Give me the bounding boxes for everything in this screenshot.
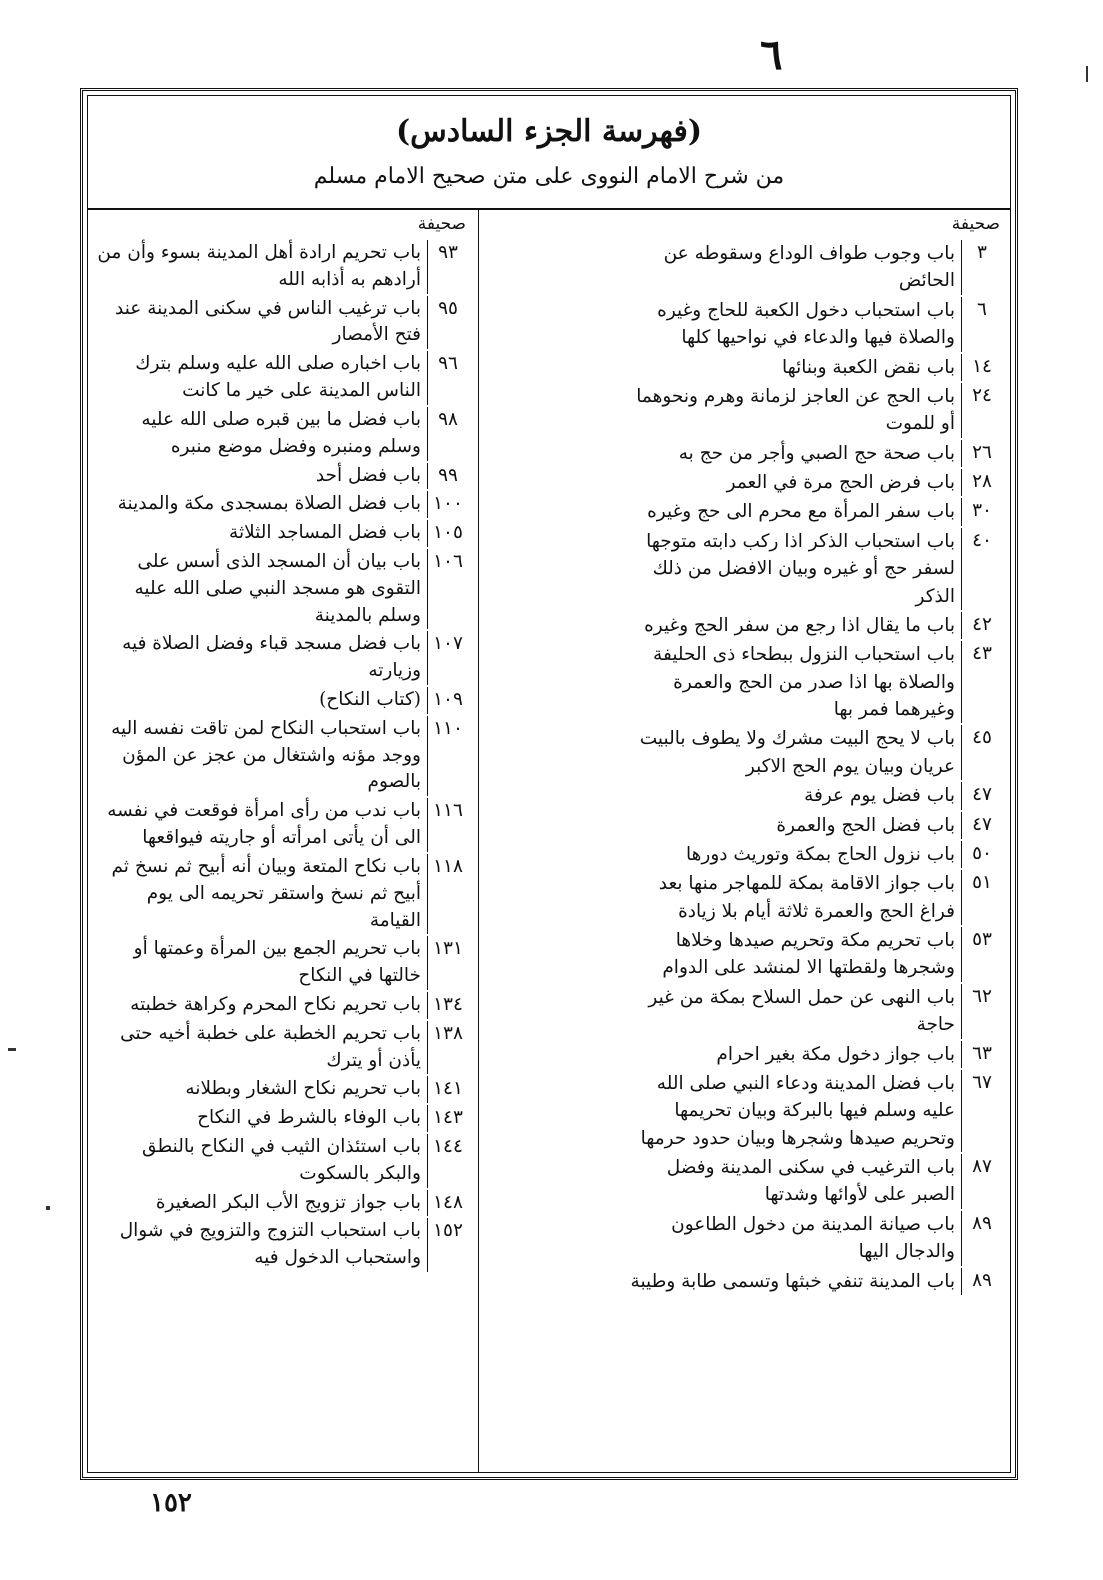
index-entry [94,631,468,685]
header-divider [88,208,1010,210]
index-entry [624,1070,1002,1152]
index-entry [94,296,468,350]
entry-title: باب صحة حج الصبي وأجر من حج به [678,442,955,464]
entry-title: باب تحريم مكة وتحريم صيدها وخلاها وشجرها ولقطتها الا لمنشد على الدوام [662,930,955,979]
entry-page-number: ٤٢ [961,612,1002,639]
entry-page-number: ٢٨ [961,469,1002,496]
entry-page-number: ٤٧ [961,812,1002,839]
index-entry [94,549,468,629]
entry-page-number: ٥١ [961,870,1002,925]
index-entry [624,1041,1002,1068]
entry-page-number: ٤٧ [961,782,1002,809]
entry-page-number: ٣ [961,240,1002,295]
entry-title: باب الترغيب في سكنى المدينة وفضل الصبر على لأوائها وشدتها [666,1157,955,1206]
entry-title: باب اخباره صلى الله عليه وسلم بترك الناس المدينة على خير ما كانت [135,353,421,402]
entry-title: باب فرض الحج مرة في العمر [726,472,955,493]
entry-title: باب فضل المدينة ودعاء النبي صلى الله عليه وسلم فيها بالبركة وبيان تحريمها وتحريم صيدها وشجرها وبيان حدود حرمها [640,1072,955,1149]
index-entry [94,407,468,461]
index-entry [94,687,468,714]
left-entry-list [94,240,468,1272]
index-entry [624,984,1002,1039]
index-entry [94,992,468,1019]
index-entry [624,927,1002,982]
index-entry [94,463,468,490]
index-entry [624,528,1002,610]
entry-title: باب استحباب النكاح لمن تاقت نفسه اليه ووجد مؤنه واشتغال من عجز عن المؤن بالصوم [111,717,421,793]
entry-page-number: ٦٢ [961,984,1002,1039]
entry-page-number: ٣٠ [961,498,1002,525]
entry-page-number: ٥٣ [961,927,1002,982]
entry-title: باب فضل أحد [315,464,421,486]
index-entry [94,351,468,405]
entry-page-number: ٢٤ [961,383,1002,438]
entry-page-number: ٤٣ [961,641,1002,723]
entry-page-number: ١٥٢ [427,1218,468,1272]
entry-page-number: ١٠٥ [427,520,468,547]
index-entry [624,440,1002,467]
index-entry [624,612,1002,639]
entry-page-number: ١٠٠ [427,491,468,518]
index-entry [624,1154,1002,1209]
entry-title: باب فضل الصلاة بمسجدى مكة والمدينة [117,493,421,515]
page-title: (فهرسة الجزء السادس) [395,114,703,149]
index-entry [624,870,1002,925]
right-entry-list [624,240,1002,1295]
index-entry [624,1268,1002,1295]
entry-page-number: ١٠٦ [427,549,468,629]
entry-page-number: ١٣٨ [427,1021,468,1075]
index-entry [624,383,1002,438]
entry-title: باب استئذان الثيب في النكاح بالنطق والبكر بالسكوت [142,1136,421,1184]
right-column-heading: صحيفة [951,214,1000,234]
entry-page-number: ٤٠ [961,528,1002,610]
entry-title: باب الحج عن العاجز لزمانة وهرم ونحوهما أو للموت [636,385,955,435]
entry-page-number: ٨٩ [961,1211,1002,1266]
entry-title: باب الوفاء بالشرط في النكاح [197,1107,421,1129]
entry-title: باب تحريم نكاح المحرم وكراهة خطبته [130,993,421,1015]
entry-title: باب نكاح المتعة وبيان أنه أبيح ثم نسخ ثم أبيح ثم نسخ واستقر تحريمه الى يوم القيامة [111,855,421,931]
entry-page-number: ١١٦ [427,798,468,852]
index-entry [624,725,1002,780]
entry-title: باب سفر المرأة مع محرم الى حج وغيره [647,501,955,523]
entry-page-number: ١٤١ [427,1076,468,1103]
entry-page-number: ١٠٧ [427,631,468,685]
index-entry [624,841,1002,868]
column-divider [478,208,479,1472]
index-entry [624,782,1002,809]
index-entry [624,469,1002,496]
index-entry [94,1190,468,1217]
entry-title: باب فضل المساجد الثلاثة [229,522,421,544]
entry-title: باب فضل مسجد قباء وفضل الصلاة فيه وزيارته [122,633,421,682]
index-entry [624,354,1002,381]
index-frame-inner [87,95,1011,1473]
index-entry [94,1105,468,1132]
entry-page-number: ٢٦ [961,440,1002,467]
left-column-heading: صحيفة [417,214,466,234]
entry-title: باب نزول الحاج بمكة وتوريث دورها [686,843,955,865]
index-entry [624,297,1002,352]
margin-mark [8,1048,16,1051]
index-entry [94,854,468,934]
index-frame [80,88,1018,1480]
entry-page-number: ١٤٤ [427,1134,468,1188]
entry-page-number: ٩٩ [427,463,468,490]
entry-title: باب تحريم الخطبة على خطبة أخيه حتى يأذن أو يترك [120,1022,421,1071]
entry-title: باب جواز الاقامة بمكة للمهاجر منها بعد فراغ الحج والعمرة ثلاثة أيام بلا زيادة [658,873,955,922]
entry-title: باب جواز تزويج الأب البكر الصغيرة [155,1191,421,1213]
entry-page-number: ١٤٨ [427,1190,468,1217]
entry-title: باب المدينة تنفي خبثها وتسمى طابة وطيبة [630,1270,955,1292]
margin-mark [46,1206,50,1210]
entry-title: (كتاب النكاح) [319,689,421,710]
entry-page-number: ١٣١ [427,936,468,990]
entry-page-number: ٩٥ [427,296,468,350]
page-number-bottom: ١٥٢ [150,1488,192,1518]
entry-page-number: ٩٨ [427,407,468,461]
entry-title: باب تحريم نكاح الشغار وبطلانه [185,1078,421,1100]
page-number-top: ٦ [760,30,783,79]
entry-page-number: ١١٠ [427,716,468,796]
entry-page-number: ٤٥ [961,725,1002,780]
entry-page-number: ١٣٤ [427,992,468,1019]
index-entry [94,491,468,518]
entry-title: باب فضل ما بين قبره صلى الله عليه وسلم ومنبره وفضل موضع منبره [141,408,421,457]
index-entry [94,240,468,294]
entry-page-number: ١٤٣ [427,1105,468,1132]
entry-page-number: ٨٩ [961,1268,1002,1295]
index-entry [94,1134,468,1188]
index-entry [94,1076,468,1103]
left-column [94,214,468,1462]
index-entry [94,520,468,547]
entry-page-number: ٥٠ [961,841,1002,868]
entry-title: باب تحريم الجمع بين المرأة وعمتها أو خالتها في النكاح [133,938,421,987]
entry-title: باب ندب من رأى امرأة فوقعت في نفسه الى أن يأتى امرأته أو جاريته فيواقعها [107,800,421,849]
entry-page-number: ٦٣ [961,1041,1002,1068]
entry-title: باب فضل الحج والعمرة [776,814,955,836]
entry-title: باب تحريم ارادة أهل المدينة بسوء وأن من أرادهم به أذابه الله [97,242,421,290]
entry-title: باب ترغيب الناس في سكنى المدينة عند فتح الأمصار [115,297,421,346]
entry-page-number: ١٤ [961,354,1002,381]
entry-page-number: ١٠٩ [427,687,468,714]
entry-title: باب نقض الكعبة وبنائها [781,356,955,378]
entry-title: باب استحباب التزوج والتزويج في شوال واستحباب الدخول فيه [119,1220,421,1269]
entry-title: باب جواز دخول مكة بغير احرام [716,1043,955,1065]
entry-title: باب استحباب النزول ببطحاء ذى الحليفة والصلاة بها اذا صدر من الحج والعمرة وغيرهما فمر بها [653,644,955,720]
index-entry [94,798,468,852]
index-entry [624,240,1002,295]
index-entry [94,1021,468,1075]
page-subtitle: من شرح الامام النووى على متن صحيح الامام مسلم [313,164,785,189]
entry-title: باب صيانة المدينة من دخول الطاعون والدجال اليها [671,1213,955,1263]
right-column [624,214,1002,1462]
entry-title: باب استحباب الذكر اذا ركب دابته متوجها لسفر حج أو غيره وبيان الافضل من ذلك الذكر [646,530,955,607]
entry-title: باب ما يقال اذا رجع من سفر الحج وغيره [644,614,955,636]
margin-mark [1086,66,1088,82]
entry-page-number: ٦٧ [961,1070,1002,1152]
entry-title: باب وجوب طواف الوداع وسقوطه عن الحائض [663,243,955,292]
entry-page-number: ٩٦ [427,351,468,405]
index-entry [624,498,1002,525]
entry-page-number: ٨٧ [961,1154,1002,1209]
entry-title: باب النهى عن حمل السلاح بمكة من غير حاجة [648,986,955,1036]
index-entry [94,716,468,796]
entry-page-number: ٩٣ [427,240,468,294]
entry-title: باب فضل يوم عرفة [804,785,955,807]
index-entry [94,936,468,990]
entry-page-number: ١١٨ [427,854,468,934]
entry-title: باب بيان أن المسجد الذى أسس على التقوى هو مسجد النبي صلى الله عليه وسلم بالمدينة [134,550,421,626]
entry-title: باب لا يحج البيت مشرك ولا يطوف بالبيت عريان وبيان يوم الحج الاكبر [639,728,955,777]
index-entry [624,641,1002,723]
index-entry [624,812,1002,839]
entry-page-number: ٦ [961,297,1002,352]
entry-title: باب استحباب دخول الكعبة للحاج وغيره والصلاة فيها والدعاء في نواحيها كلها [657,299,955,349]
index-entry [624,1211,1002,1266]
index-entry [94,1218,468,1272]
